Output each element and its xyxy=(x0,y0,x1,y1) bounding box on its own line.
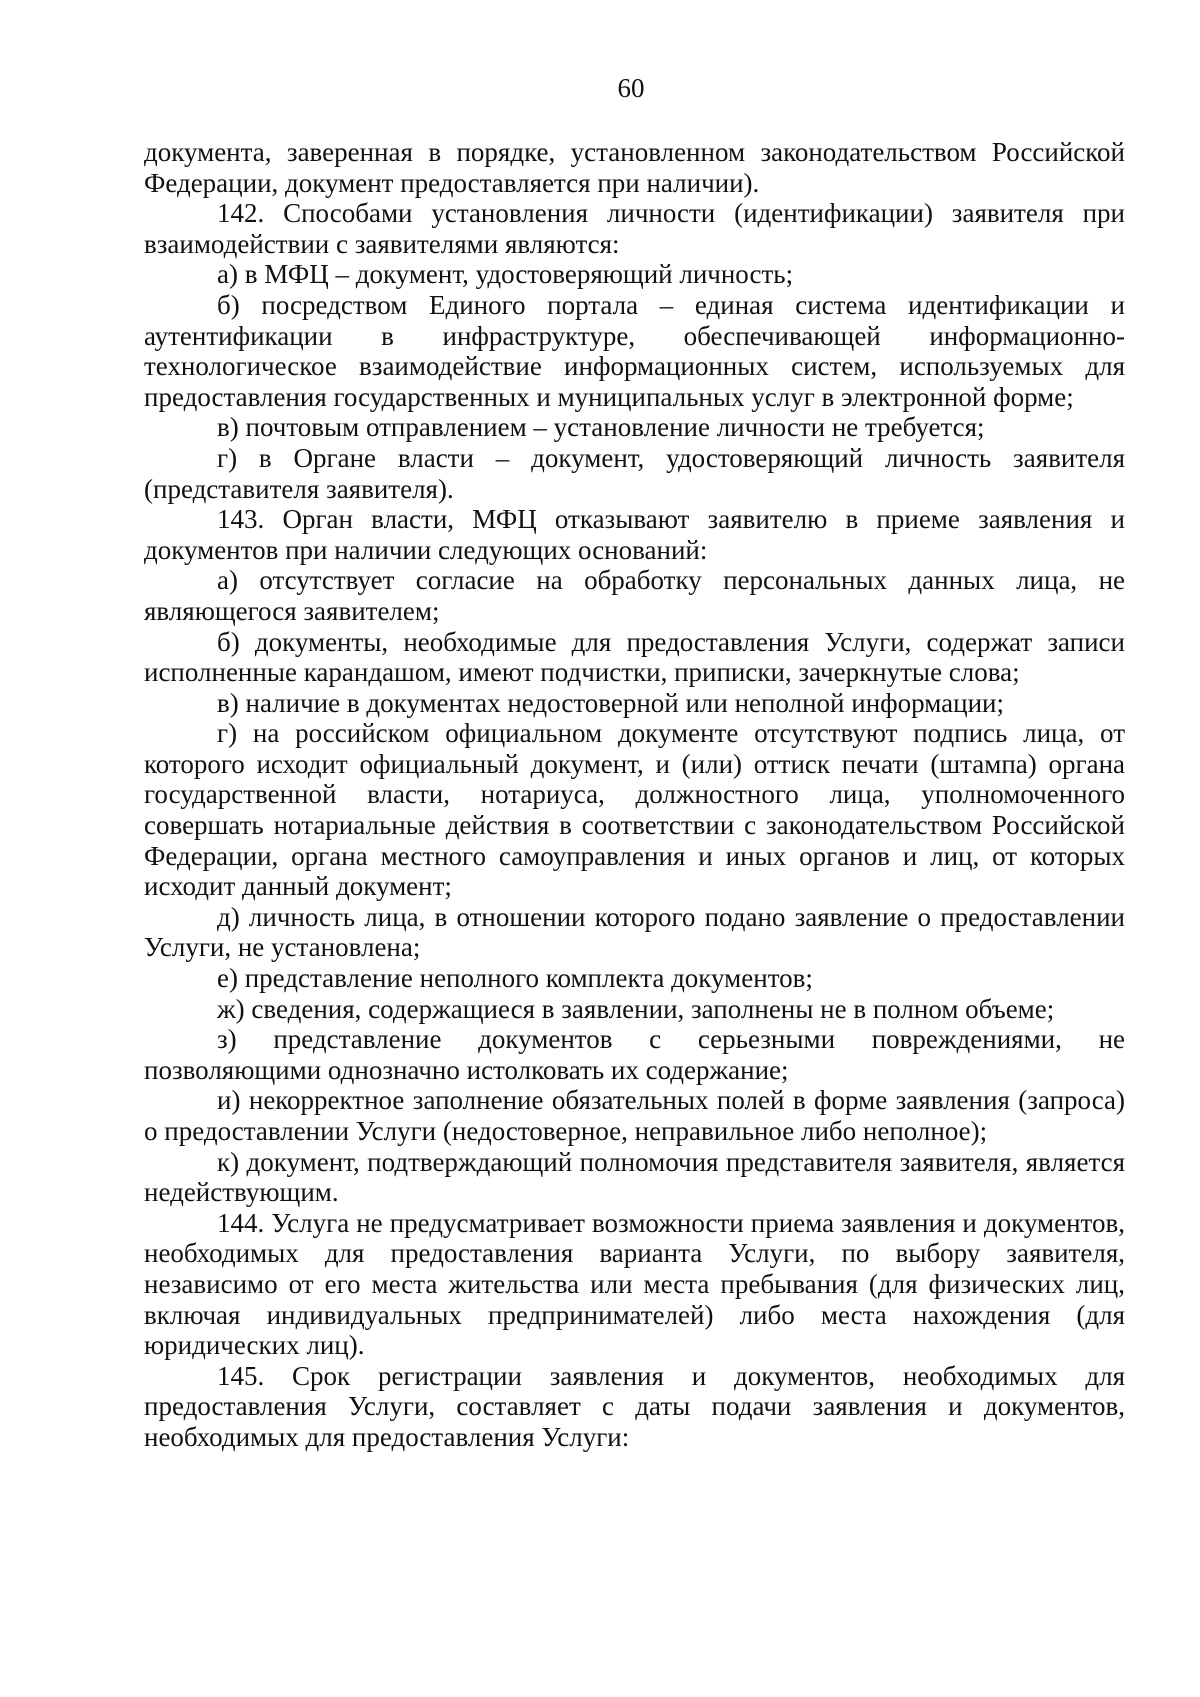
paragraph: а) отсутствует согласие на обработку персональных данных лица, не являющегося заявителем; xyxy=(144,565,1125,626)
paragraph: 142. Способами установления личности (идентификации) заявителя при взаимодействии с заявителями являются: xyxy=(144,198,1125,259)
paragraph: г) в Органе власти – документ, удостоверяющий личность заявителя (представителя заявителя). xyxy=(144,442,1125,504)
paragraph: 144. Услуга не предусматривает возможности приема заявления и документов, необходимых для предоставления варианта Услуги, по выбору заявителя, независимо от его места жительства или места пребывания (для физических лиц, включая индивидуальных предпринимателей) либо места нахождения (для юридических лиц). xyxy=(144,1207,1125,1361)
paragraph: б) посредством Единого портала – единая система идентификации и аутентификации в инфраструктуре, обеспечивающей информационно-технологическое взаимодействие информационных систем, используемых для предоставления государственных и муниципальных услуг в электронной форме; xyxy=(144,289,1125,412)
paragraph: ж) сведения, содержащиеся в заявлении, заполнены не в полном объеме; xyxy=(217,993,1055,1024)
page-number: 60 xyxy=(617,73,645,103)
paragraph: в) наличие в документах недостоверной или неполной информации; xyxy=(217,687,1004,718)
paragraph: з) представление документов с серьезными повреждениями, не позволяющими однозначно истолковать их содержание; xyxy=(144,1024,1125,1085)
paragraph: г) на российском официальном документе отсутствуют подпись лица, от которого исходит официальный документ, и (или) оттиск печати (штампа) органа государственной власти, нотариуса, должностного лица, уполномоченного совершать нотариальные действия в соответствии с законодательством Российской Федерации, органа местного самоуправления и иных органов и лиц, от которых исходит данный документ; xyxy=(144,718,1125,902)
paragraph: и) некорректное заполнение обязательных полей в форме заявления (запроса) о предоставлении Услуги (недостоверное, неправильное либо неполное); xyxy=(144,1085,1125,1146)
document-body xyxy=(144,137,1125,1453)
paragraph: б) документы, необходимые для предоставления Услуги, содержат записи исполненные карандашом, имеют подчистки, приписки, зачеркнутые слова; xyxy=(144,626,1125,688)
paragraph: 143. Орган власти, МФЦ отказывают заявителю в приеме заявления и документов при наличии следующих оснований: xyxy=(144,504,1125,565)
paragraph: е) представление неполного комплекта документов; xyxy=(217,963,813,994)
paragraph: документа, заверенная в порядке, установленном законодательством Российской Федерации, документ предоставляется при наличии). xyxy=(144,137,1125,198)
paragraph: д) личность лица, в отношении которого подано заявление о предоставлении Услуги, не установлена; xyxy=(144,901,1125,963)
paragraph: к) документ, подтверждающий полномочия представителя заявителя, является недействующим. xyxy=(144,1146,1125,1208)
paragraph: в) почтовым отправлением – установление личности не требуется; xyxy=(217,412,985,443)
paragraph: а) в МФЦ – документ, удостоверяющий личность; xyxy=(217,259,794,290)
paragraph: 145. Срок регистрации заявления и документов, необходимых для предоставления Услуги, составляет с даты подачи заявления и документов, необходимых для предоставления Услуги: xyxy=(144,1360,1125,1452)
